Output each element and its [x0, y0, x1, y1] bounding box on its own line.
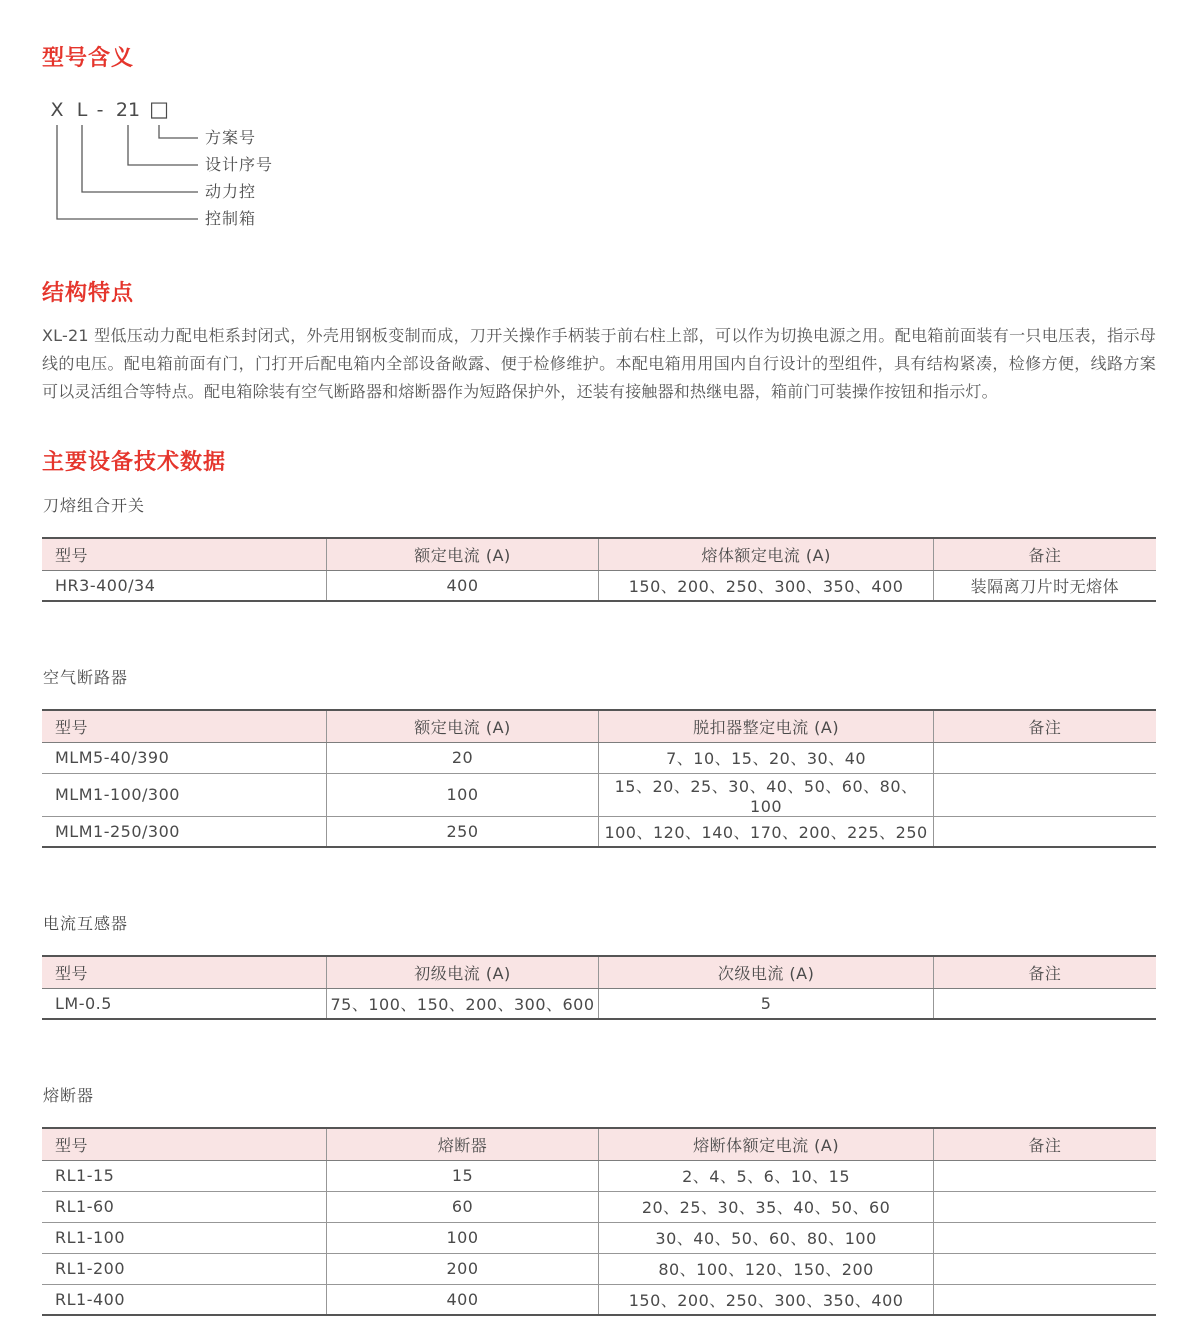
- table-cell: RL1-60: [42, 1191, 326, 1222]
- table-header-cell: 额定电流 (A): [326, 710, 599, 742]
- model-code-placeholder-box-icon: □: [149, 97, 169, 121]
- table-row: [42, 988, 1156, 1019]
- table-cell: 5: [599, 988, 933, 1019]
- table-cell: [933, 1160, 1156, 1191]
- table-row: [42, 1222, 1156, 1253]
- table-block-0: [42, 493, 1156, 602]
- table-label: 电流互感器: [43, 914, 129, 933]
- data-table: [42, 709, 1156, 848]
- table-header-cell: 初级电流 (A): [326, 956, 599, 988]
- table-header-cell: 次级电流 (A): [599, 956, 933, 988]
- table-cell: 100: [326, 773, 599, 816]
- table-header-cell: 备注: [933, 956, 1156, 988]
- table-cell: [933, 988, 1156, 1019]
- table-header-cell: 型号: [42, 956, 326, 988]
- table-cell: 7、10、15、20、30、40: [599, 742, 933, 773]
- table-cell: [933, 742, 1156, 773]
- table-cell: 15、20、25、30、40、50、60、80、100: [599, 773, 933, 816]
- table-cell: [933, 1191, 1156, 1222]
- table-header-row: [42, 538, 1156, 570]
- model-code-letter-l: L: [76, 99, 88, 121]
- section-title-model-meaning: 型号含义: [42, 46, 135, 71]
- table-cell: 150、200、250、300、350、400: [599, 570, 933, 601]
- data-table: [42, 1127, 1156, 1316]
- table-cell: [933, 1253, 1156, 1284]
- table-cell: 60: [326, 1191, 599, 1222]
- table-header-cell: 熔断器: [326, 1128, 599, 1160]
- table-cell: RL1-100: [42, 1222, 326, 1253]
- table-row: [42, 1253, 1156, 1284]
- table-cell: 100、120、140、170、200、225、250: [599, 816, 933, 847]
- model-code-number: 21: [115, 99, 141, 121]
- section-title-structure-features: 结构特点: [42, 281, 135, 306]
- diagram-label-scheme-number: 方案号: [205, 128, 257, 147]
- table-cell: RL1-400: [42, 1284, 326, 1315]
- table-cell: 400: [326, 570, 599, 601]
- table-row: [42, 1191, 1156, 1222]
- section-title-technical-data: 主要设备技术数据: [42, 450, 227, 475]
- table-row: [42, 1284, 1156, 1315]
- diagram-label-power-control: 动力控: [205, 182, 257, 201]
- table-cell: [933, 1222, 1156, 1253]
- table-header-cell: 备注: [933, 538, 1156, 570]
- table-cell: 80、100、120、150、200: [599, 1253, 933, 1284]
- table-block-3: [42, 1083, 1156, 1316]
- table-cell: MLM1-250/300: [42, 816, 326, 847]
- diagram-connector-lines-icon: [42, 98, 204, 228]
- table-cell: 15: [326, 1160, 599, 1191]
- table-label: 熔断器: [43, 1086, 95, 1105]
- table-cell: 150、200、250、300、350、400: [599, 1284, 933, 1315]
- table-header-cell: 熔体额定电流 (A): [599, 538, 933, 570]
- table-label: 空气断路器: [43, 668, 129, 687]
- table-header-cell: 型号: [42, 538, 326, 570]
- table-row: [42, 742, 1156, 773]
- table-cell: HR3-400/34: [55, 575, 156, 595]
- table-header-cell: 额定电流 (A): [326, 538, 599, 570]
- table-cell: 装隔离刀片时无熔体: [933, 570, 1156, 601]
- data-table: [42, 955, 1156, 1020]
- table-cell: 30、40、50、60、80、100: [599, 1222, 933, 1253]
- table-block-1: [42, 665, 1156, 848]
- table-cell: 200: [326, 1253, 599, 1284]
- table-row: [42, 570, 1156, 601]
- table-cell: [933, 1284, 1156, 1315]
- table-cell: [933, 816, 1156, 847]
- table-header-cell: 熔断体额定电流 (A): [599, 1128, 933, 1160]
- table-cell: 400: [326, 1284, 599, 1315]
- table-header-cell: 备注: [933, 710, 1156, 742]
- table-cell: 100: [326, 1222, 599, 1253]
- table-header-cell: 备注: [933, 1128, 1156, 1160]
- table-cell: MLM5-40/390: [55, 748, 170, 767]
- table-cell: RL1-200: [42, 1253, 326, 1284]
- model-code-letter-x: X: [50, 99, 64, 121]
- table-cell: 20、25、30、35、40、50、60: [599, 1191, 933, 1222]
- table-row: [42, 773, 1156, 816]
- table-cell: 250: [326, 816, 599, 847]
- technical-data-tables: [42, 493, 1156, 1316]
- table-row: [42, 1160, 1156, 1191]
- table-block-2: [42, 911, 1156, 1020]
- model-code-dash: -: [96, 99, 104, 121]
- model-code-diagram: [42, 98, 1156, 234]
- structure-features-paragraph: XL-21 型低压动力配电柜系封闭式，外壳用钢板变制而成，刀开关操作手柄装于前右柱上部，可以作为切换电源之用。配电箱前面装有一只电压表，指示母线的电压。配电箱前面有门，门打开后配电箱内全部设备敞露、便于检修维护。本配电箱用用国内自行设计的型组件，具有结构紧凑，检修方便，线路方案可以灵活组合等特点。配电箱除装有空气断路器和熔断器作为短路保护外，还装有接触器和热继电器，箱前门可装操作按钮和指示灯。: [42, 326, 1156, 401]
- table-cell: LM-0.5: [55, 993, 112, 1013]
- table-cell: 2、4、5、6、10、15: [599, 1160, 933, 1191]
- diagram-label-design-serial: 设计序号: [205, 155, 274, 174]
- table-header-cell: 脱扣器整定电流 (A): [599, 710, 933, 742]
- table-cell: RL1-15: [55, 1166, 115, 1185]
- table-cell: MLM1-100/300: [42, 773, 326, 816]
- data-table: [42, 537, 1156, 602]
- table-row: [42, 816, 1156, 847]
- table-cell: 20: [326, 742, 599, 773]
- table-cell: 75、100、150、200、300、600: [326, 988, 599, 1019]
- table-header-row: [42, 956, 1156, 988]
- table-header-row: [42, 710, 1156, 742]
- table-cell: [933, 773, 1156, 816]
- table-header-cell: 型号: [42, 1128, 326, 1160]
- table-header-cell: 型号: [42, 710, 326, 742]
- table-label: 刀熔组合开关: [43, 496, 146, 515]
- diagram-label-control-box: 控制箱: [205, 209, 257, 228]
- table-header-row: [42, 1128, 1156, 1160]
